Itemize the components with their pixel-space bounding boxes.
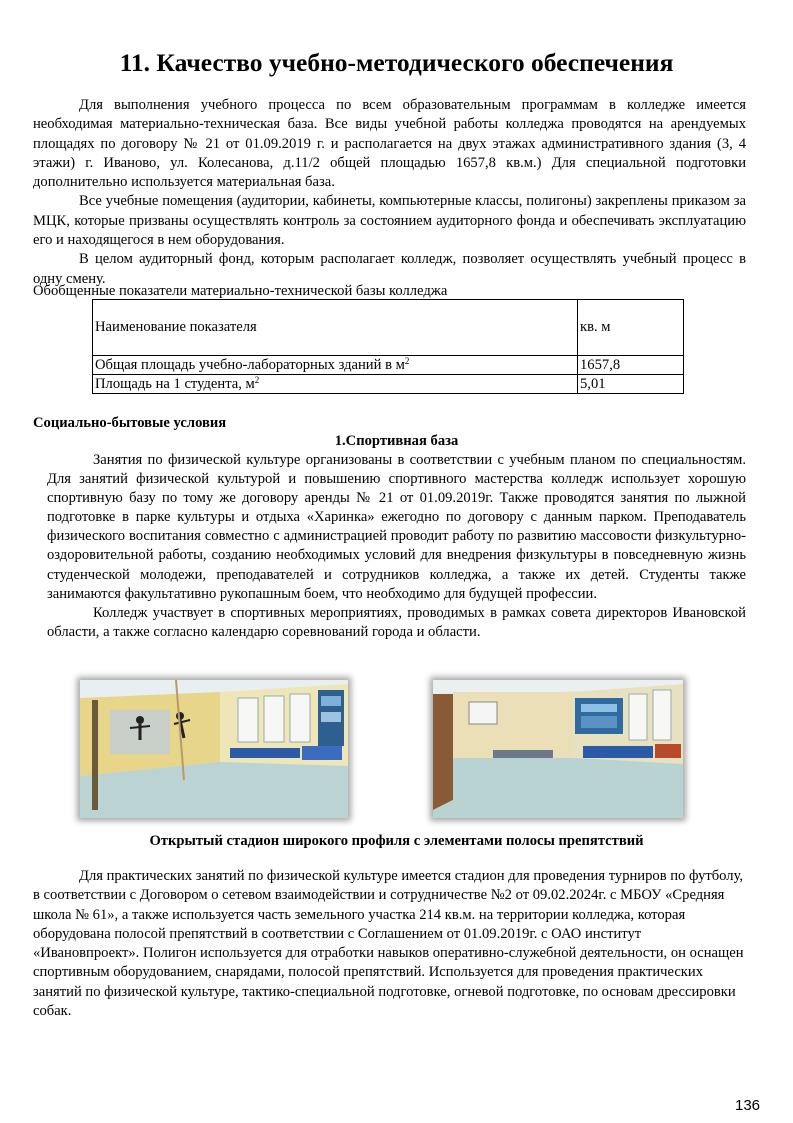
- stadium-text: [33, 867, 748, 1021]
- page-number: 136: [735, 1097, 761, 1114]
- table-cell-name: Площадь на 1 студента, $м^2$: [93, 375, 578, 394]
- metrics-table: [92, 299, 684, 394]
- table-cell-value: 5,01: [578, 375, 684, 394]
- table-row: [93, 356, 684, 375]
- subsection-title: 1.Спортивная база: [334, 433, 459, 449]
- stadium-paragraph: Для практических занятий по физической культуре имеется стадион для проведения турниров по футболу, в соответствии с Договором о сетевом взаимодействии и сотрудничестве №2 от 09.02.2024г. с МБОУ «Средняя школа № 61», а также используется часть земельного участка 214 кв.м. на территории колледжа, которая оборудована полосой препятствий в соответствии с Соглашением от 01.09.2019г. с ОАО институт «Ивановпроект». Полигон используется для отработки навыков оперативно-служебной деятельности, он оснащен спортивным оборудованием, снарядами, полосой препятствий. Используется для проведения практических занятий по физической культуре, тактико-специальной подготовке, огневой подготовке, по основам дрессировки собак.: [33, 868, 744, 1020]
- sport-paragraph: Занятия по физической культуре организованы в соответствии с учебным планом по специальностям. Для занятий физической культурой и повышению спортивного мастерства колледж использует хорошую спортивную базу по тому же договору аренды № 21 от 01.09.2019г. Также проводятся занятия по лыжной подготовке в парке культуры и отдыха «Харинка» ежегодно по договору с данным парком. Преподаватель физического воспитания совместно с администрацией проводит работу по развитию массовости физкультурно-оздоровительной работы, созданию необходимых условий для внедрения физкультуры в повседневную жизнь студенческой молодежи, преподавателей и сотрудников колледжа, а также их детей. Студенты также занимаются факультативно рукопашным боем, что необходимо для будущей профессии.: [47, 452, 746, 602]
- sport-paragraph: Колледж участвует в спортивных мероприятиях, проводимых в рамках совета директоров Ивановской области, а также согласно календарю соревнований города и области.: [47, 604, 746, 640]
- gym-photo-left: [80, 680, 348, 818]
- table-header-cell: Наименование показателя: [93, 300, 578, 356]
- table-caption: Обобщенные показатели материально-технической базы колледжа: [33, 283, 448, 299]
- table-header-cell: кв. м: [578, 300, 684, 356]
- photo-caption: Открытый стадион широкого профиля с элементами полосы препятствий: [149, 833, 644, 849]
- sport-text: [47, 451, 746, 642]
- table-header-row: [93, 300, 684, 356]
- page-title: 11. Качество учебно-методического обеспечения: [119, 48, 674, 77]
- intro-text: [33, 96, 746, 289]
- intro-paragraph: В целом аудиторный фонд, которым располагает колледж, позволяет осуществлять учебный процесс в одну смену.: [33, 251, 746, 287]
- gym-photo-right: [433, 680, 683, 818]
- section-title: Социально-бытовые условия: [33, 415, 227, 431]
- table-row: [93, 375, 684, 394]
- intro-paragraph: Для выполнения учебного процесса по всем образовательным программам в колледже имеется необходимая материально-техническая база. Все виды учебной работы колледжа проводятся на арендуемых площадях по договору № 21 от 01.09.2019 г. и располагается на двух этажах административного здания (3, 4 этажи) г. Иваново, ул. Колесанова, д.11/2 общей площадью 1657,8 кв.м.) Для специальной подготовки дополнительно используется материальная база.: [33, 97, 746, 191]
- intro-paragraph: Все учебные помещения (аудитории, кабинеты, компьютерные классы, полигоны) закреплены приказом за МЦК, которые призваны осуществлять контроль за состоянием аудиторного фонда и обеспечивать эксплуатацию его и находящегося в нем оборудования.: [33, 193, 746, 249]
- table-cell-value: 1657,8: [578, 356, 684, 375]
- table-cell-name: Общая площадь учебно-лабораторных зданий в $м^2$: [93, 356, 578, 375]
